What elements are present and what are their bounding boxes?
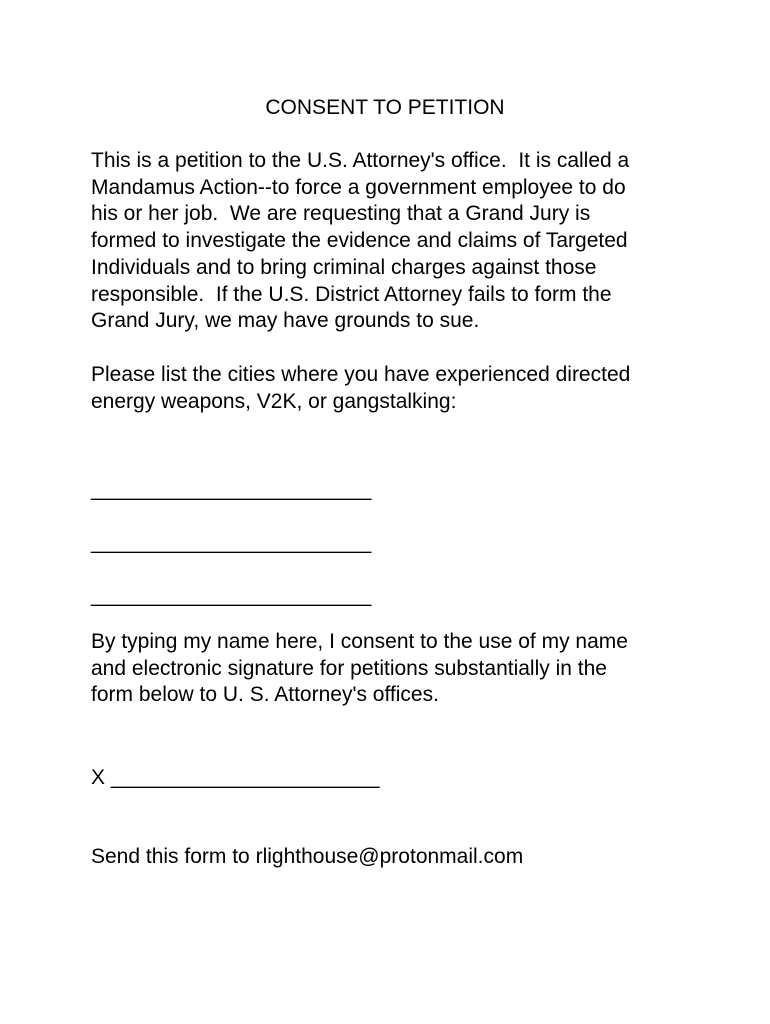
send-instruction: Send this form to rlighthouse@protonmail.com [91,845,524,868]
consent-paragraph [91,629,731,709]
intro-paragraph [91,148,731,335]
consent-line: and electronic signature for petitions substantially in the [91,656,607,680]
city-blank-line-1[interactable]: ________________________ [91,478,372,501]
signature-line[interactable]: X _______________________ [91,766,380,789]
city-blank-line-2[interactable]: ________________________ [91,531,372,554]
intro-line: Grand Jury, we may have grounds to sue. [91,309,480,333]
intro-line: responsible. If the U.S. District Attorney fails to form the [91,282,612,306]
intro-line: Individuals and to bring criminal charges against those [91,255,597,279]
city-blank-line-3[interactable]: ________________________ [91,584,372,607]
cities-prompt-line: Please list the cities where you have experienced directed [91,363,631,386]
consent-line: By typing my name here, I consent to the use of my name [91,630,628,653]
intro-line: This is a petition to the U.S. Attorney's office. It is called a [91,149,630,172]
document-title: CONSENT TO PETITION [265,96,505,119]
consent-line: form below to U. S. Attorney's offices. [91,683,439,707]
cities-prompt [91,362,731,415]
cities-prompt-line: energy weapons, V2K, or gangstalking: [91,389,457,413]
intro-line: Mandamus Action--to force a government employee to do [91,175,626,199]
intro-line: formed to investigate the evidence and claims of Targeted [91,229,628,253]
intro-line: his or her job. We are requesting that a Grand Jury is [91,202,591,226]
